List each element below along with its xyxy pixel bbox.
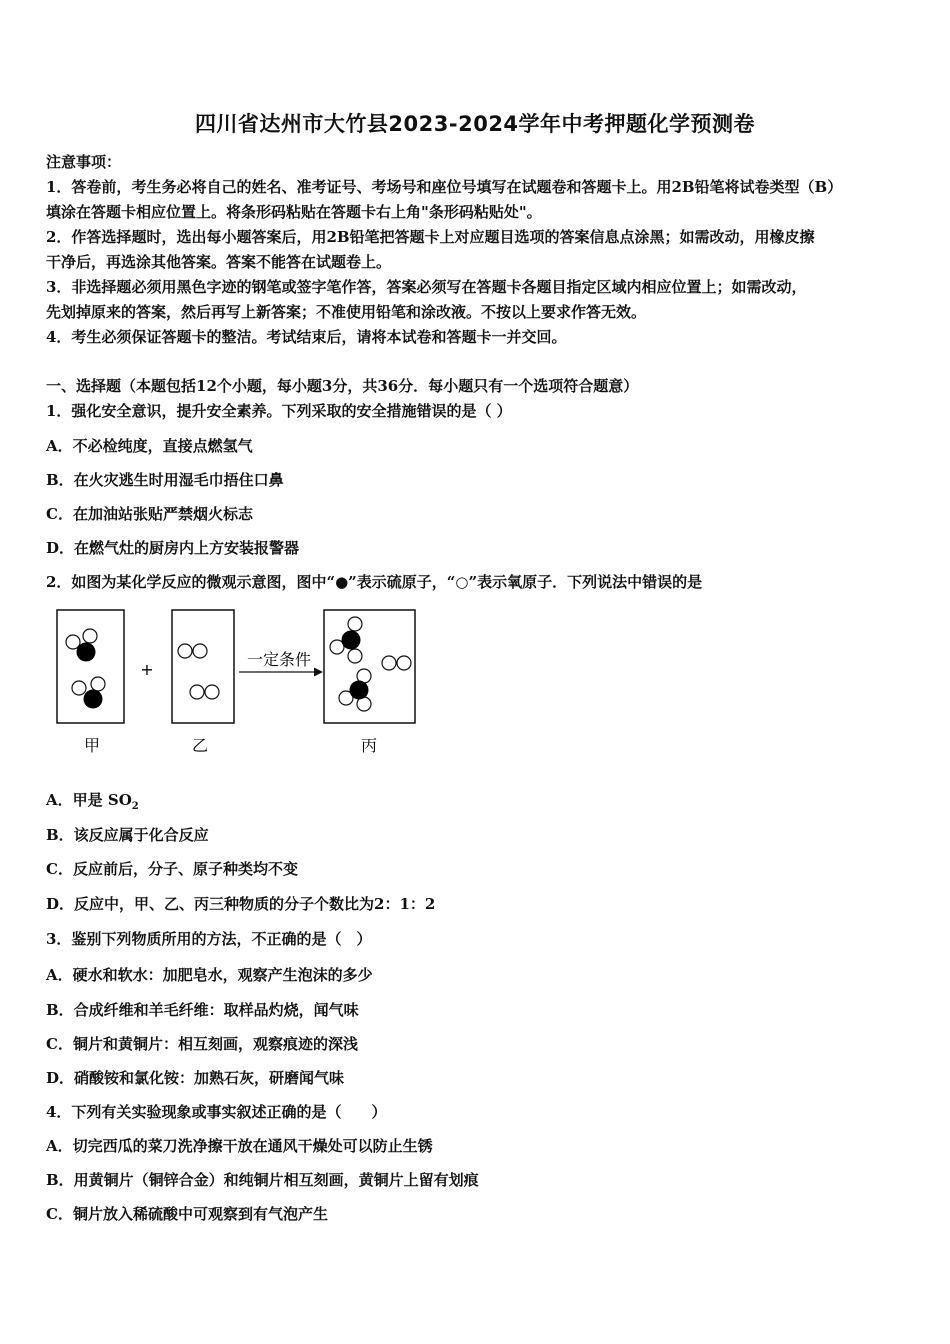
- molecule-so2-2: [72, 677, 105, 709]
- notice-line: 4．考生必须保证答题卡的整洁。考试结束后，请将本试卷和答题卡一并交回。: [46, 328, 567, 346]
- notice-line: 1．答卷前，考生务必将自己的姓名、准考证号、考场号和座位号填写在试题卷和答题卡上。用2B铅笔将试卷类型（B）: [46, 178, 843, 196]
- molecule-o2-1: [178, 644, 207, 658]
- page-title: 四川省达州市大竹县2023-2024学年中考押题化学预测卷: [194, 112, 756, 136]
- question-2-option-c: C．反应前后，分子、原子种类均不变: [46, 860, 298, 878]
- question-4-option-a: A．切完西瓜的菜刀洗净擦干放在通风干燥处可以防止生锈: [46, 1137, 433, 1155]
- question-3-stem: 3．鉴别下列物质所用的方法，不正确的是（ ）: [46, 930, 372, 948]
- question-3-option-a: A．硬水和软水：加肥皂水，观察产生泡沫的多少: [46, 966, 373, 984]
- molecule-so3-1: [330, 617, 362, 663]
- question-1-option-c: C．在加油站张贴严禁烟火标志: [46, 505, 253, 523]
- question-1-stem: 1．强化安全意识，提升安全素养。下列采取的安全措施错误的是（ ）: [46, 402, 512, 420]
- reaction-diagram: [46, 600, 446, 760]
- option-a-subscript: 2: [131, 801, 139, 812]
- question-1-option-a: A．不必检纯度，直接点燃氢气: [46, 437, 253, 455]
- notice-line: 填涂在答题卡相应位置上。将条形码粘贴在答题卡右上角"条形码粘贴处"。: [46, 203, 542, 221]
- notice-line: 3．非选择题必须用黑色字迹的钢笔或签字笔作答，答案必须写在答题卡各题目指定区域内相应位置上；如需改动，: [46, 278, 807, 296]
- question-4-option-c: C．铜片放入稀硫酸中可观察到有气泡产生: [46, 1205, 328, 1223]
- question-3-option-c: C．铜片和黄铜片：相互刻画，观察痕迹的深浅: [46, 1035, 358, 1053]
- question-2-stem: 2．如图为某化学反应的微观示意图，图中“●”表示硫原子，“○”表示氧原子．下列说法中错误的是: [46, 573, 703, 591]
- notice-line: 2．作答选择题时，选出每小题答案后，用2B铅笔把答题卡上对应题目选项的答案信息点涂黑；如需改动，用橡皮擦: [46, 228, 815, 246]
- question-1-option-d: D．在燃气灶的厨房内上方安装报警器: [46, 539, 300, 557]
- section-heading: 一、选择题（本题包括12个小题，每小题3分，共36分．每小题只有一个选项符合题意）: [46, 377, 639, 395]
- notice-line: 干净后，再选涂其他答案。答案不能答在试题卷上。: [46, 253, 392, 271]
- question-3-option-b: B．合成纤维和羊毛纤维：取样品灼烧，闻气味: [46, 1001, 359, 1019]
- question-4-stem: 4．下列有关实验现象或事实叙述正确的是（ ）: [46, 1103, 387, 1121]
- notice-line: 先划掉原来的答案，然后再写上新答案；不准使用铅笔和涂改液。不按以上要求作答无效。: [46, 303, 647, 321]
- arrow-head: [314, 668, 323, 677]
- option-a-text: A．甲是 SO: [46, 791, 132, 809]
- question-2-option-a: [46, 790, 139, 817]
- molecule-o2-remaining: [382, 656, 411, 670]
- question-2-option-b: B．该反应属于化合反应: [46, 826, 209, 844]
- molecule-so3-2: [339, 669, 371, 711]
- label-jia: 甲: [83, 736, 101, 755]
- reaction-condition: 一定条件: [246, 650, 312, 669]
- question-3-option-d: D．硝酸铵和氯化铵：加熟石灰，研磨闻气味: [46, 1069, 345, 1087]
- box-yi: [172, 610, 234, 723]
- molecule-so2-1: [66, 629, 97, 662]
- label-bing: 丙: [360, 736, 378, 755]
- notice-heading: 注意事项：: [46, 153, 122, 171]
- label-yi: 乙: [191, 736, 209, 755]
- molecule-o2-2: [190, 685, 219, 699]
- plus-sign: +: [140, 660, 154, 679]
- question-1-option-b: B．在火灾逃生时用湿毛巾捂住口鼻: [46, 471, 284, 489]
- question-4-option-b: B．用黄铜片（铜锌合金）和纯铜片相互刻画，黄铜片上留有划痕: [46, 1171, 479, 1189]
- question-2-option-d: D．反应中，甲、乙、丙三种物质的分子个数比为2：1：2: [46, 895, 436, 913]
